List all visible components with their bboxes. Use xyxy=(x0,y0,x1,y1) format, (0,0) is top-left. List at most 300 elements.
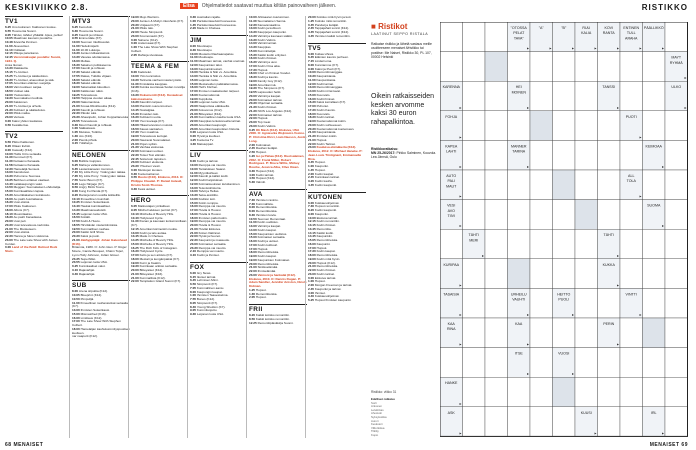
answer-cell[interactable] xyxy=(575,259,598,289)
answer-cell[interactable] xyxy=(620,229,643,259)
program-time: 21.00 xyxy=(131,271,140,276)
program-time: 19.00 xyxy=(5,92,14,97)
program-title: Ihmisen maatalouden tarpeet. xyxy=(198,89,240,93)
answer-cell[interactable] xyxy=(665,407,688,437)
clue-text: FOHJA xyxy=(445,114,458,119)
answer-cell[interactable] xyxy=(463,111,486,141)
program-time: 11.10 xyxy=(5,47,14,52)
program-title: Kodit tarinat. xyxy=(316,81,334,86)
program-title: Eläinten kaunis perheen. xyxy=(314,55,349,60)
program-time: 10.30 xyxy=(308,74,317,78)
program-title: Emmerdale (K7). xyxy=(78,36,103,41)
program-title: Kulttuuri ja säätiedotus. xyxy=(13,107,46,112)
answer-cell[interactable] xyxy=(530,229,553,259)
program-title: Mitchella of Beverly Hills. xyxy=(139,211,174,216)
answer-cell[interactable] xyxy=(485,377,508,407)
answer-cell[interactable] xyxy=(620,318,643,348)
program-title: Kaksi ja puoli. xyxy=(80,234,100,238)
answer-cell[interactable] xyxy=(665,200,688,230)
program-time: 1.00 xyxy=(72,126,79,131)
program-title: Vauvaa odottamassa. xyxy=(80,55,111,59)
answer-cell[interactable] xyxy=(508,52,531,82)
program-title: Pieniä pihviä. xyxy=(78,137,98,142)
program-title: Hollywood Cycle. xyxy=(139,249,164,254)
program-time: 15.30 xyxy=(249,52,258,57)
program-time: 16.00 xyxy=(190,85,199,90)
answer-cell[interactable] xyxy=(530,318,553,348)
program-time: 19.25 xyxy=(72,92,81,97)
channel-header: NELONEN xyxy=(72,150,130,159)
program-time: 20.00 xyxy=(249,261,258,266)
answer-cell[interactable] xyxy=(620,377,643,407)
answer-cell[interactable] xyxy=(643,377,666,407)
answer-cell[interactable] xyxy=(665,111,688,141)
clue-arrow-icon: ▸ xyxy=(639,45,642,51)
answer-cell[interactable] xyxy=(575,81,598,111)
answer-cell[interactable] xyxy=(485,407,508,437)
answer-cell[interactable] xyxy=(665,229,688,259)
program-time: 13.45 xyxy=(308,226,317,231)
program-time: 14.30 xyxy=(5,66,14,71)
program-time: 10.50 xyxy=(72,296,81,301)
answer-cell[interactable] xyxy=(575,170,598,200)
answer-cell[interactable] xyxy=(620,348,643,378)
answer-cell[interactable] xyxy=(620,52,643,82)
answer-cell[interactable] xyxy=(440,348,463,378)
program-title: Kodin tarinat. xyxy=(316,115,335,120)
program-title: Jäähyppääjä: Johan Gateshead (K16). xyxy=(72,237,127,246)
program-time: 8.50 xyxy=(72,185,79,190)
program-title: Kodit ihmiset. xyxy=(316,96,336,101)
program-title: Leijonan luola USA. xyxy=(80,260,108,265)
answer-cell[interactable] xyxy=(620,259,643,289)
answer-cell[interactable] xyxy=(530,111,553,141)
answer-cell[interactable] xyxy=(553,318,576,348)
program-title: Dokumentit (K12). Kuvaukset kaksiosaisena. xyxy=(131,92,183,101)
program-title: Young Sheldon (K7). xyxy=(196,304,226,309)
answer-cell[interactable] xyxy=(553,52,576,82)
answer-cell[interactable] xyxy=(463,407,486,437)
program-title: Kauppias. xyxy=(257,45,272,49)
answer-cell[interactable] xyxy=(575,229,598,259)
program-time: 10.00 xyxy=(249,16,258,19)
program-time: 16.00 xyxy=(249,56,258,61)
program-time: 13.30 xyxy=(131,100,140,105)
program-time: 11.00 xyxy=(190,170,199,175)
program-title: Ihmeiden talo. xyxy=(139,111,160,116)
program-title: Muumilaakso. xyxy=(13,211,33,216)
answer-cell[interactable] xyxy=(665,140,688,170)
program-time: 8.00 xyxy=(308,62,315,67)
answer-cell[interactable] xyxy=(575,318,598,348)
program-title: Remonttireiska. xyxy=(316,264,339,269)
program-title: Valmiit ja uusi. xyxy=(257,60,278,64)
answer-cell[interactable] xyxy=(553,407,576,437)
answer-cell[interactable] xyxy=(643,52,666,82)
answer-cell[interactable] xyxy=(598,170,621,200)
crossword-grid[interactable] xyxy=(440,22,690,440)
previous-answers xyxy=(371,398,433,438)
answer-cell[interactable] xyxy=(463,140,486,170)
answer-cell[interactable] xyxy=(643,318,666,348)
answer-cell[interactable] xyxy=(530,140,553,170)
program-time: 6.45 xyxy=(72,166,79,171)
program-time: 2.50 xyxy=(249,150,256,154)
program-title: Huvila & Huussi. xyxy=(198,211,222,216)
answer-cell[interactable] xyxy=(643,229,666,259)
program-title: Hollywood Cycle. xyxy=(139,215,164,220)
clue-arrow-icon: ▸ xyxy=(572,312,575,317)
answer-cell[interactable] xyxy=(575,377,598,407)
program-title: Kotimaan uutiset. xyxy=(139,149,164,153)
answer-cell[interactable] xyxy=(643,288,666,318)
program-time: 12.25 xyxy=(249,320,258,325)
answer-cell[interactable] xyxy=(463,170,486,200)
program-title: Au pairit Kanadassa. xyxy=(13,215,43,220)
answer-cell[interactable] xyxy=(643,111,666,141)
answer-cell[interactable] xyxy=(485,288,508,318)
answer-cell[interactable] xyxy=(553,81,576,111)
program-time: 22.00 xyxy=(249,116,258,121)
answers-list xyxy=(371,402,433,438)
column-divider xyxy=(246,16,247,438)
answer-cell[interactable] xyxy=(485,259,508,289)
answer-cell[interactable] xyxy=(440,52,463,82)
program-time: 14.00 xyxy=(190,196,199,201)
program-title: Tantaluksen Saaret. xyxy=(198,166,226,171)
program-time: 6.00 xyxy=(190,270,197,275)
answer-cell[interactable] xyxy=(508,229,531,259)
program-time: 21.00 xyxy=(308,264,317,269)
answer-cell[interactable] xyxy=(598,140,621,170)
answers-title: Edellisen ratkaisu xyxy=(371,397,395,401)
program-title: Hupsut. xyxy=(316,137,328,142)
program-time: 21.00 xyxy=(308,137,317,142)
channel-header: TV2 xyxy=(5,131,63,140)
answer-cell[interactable] xyxy=(598,377,621,407)
program-time: 2.05 xyxy=(249,295,256,300)
program-title: Kodin ihmiset. xyxy=(257,56,278,61)
answer-cell[interactable] xyxy=(463,22,486,52)
program-time: 14.00 xyxy=(131,104,140,108)
answer-cell[interactable] xyxy=(508,111,531,141)
program-title: Kuninkaallisten lapsia. xyxy=(13,189,45,193)
program-title: Mismatched (K16). xyxy=(80,311,107,316)
program-time: 5.30 xyxy=(249,180,256,184)
program-title: Pariskuntaselvät huoneessa. xyxy=(196,18,237,23)
answer-cell[interactable] xyxy=(463,288,486,318)
program-title: Remonttireiska. xyxy=(255,291,278,296)
program-time: 17.55 xyxy=(72,73,81,78)
clue-arrow-icon: ▸ xyxy=(617,282,620,288)
clue-text: HEI xyxy=(515,85,522,90)
program-title: Muuttoapu. xyxy=(196,44,213,48)
answer-cell[interactable] xyxy=(463,259,486,289)
answer-cell[interactable] xyxy=(485,111,508,141)
program-title: Hanna ja hänen siskonsa. xyxy=(13,234,50,238)
program-time: 8.00 xyxy=(249,205,256,210)
answer-cell[interactable] xyxy=(553,200,576,230)
program-time: 10.35 xyxy=(72,200,81,205)
program-time: 19.00 xyxy=(190,96,199,101)
answer-cell[interactable] xyxy=(485,348,508,378)
channel-header: AVA xyxy=(249,189,307,198)
program-title: Hupsut. xyxy=(255,150,267,154)
answer-cell[interactable] xyxy=(665,259,688,289)
answer-cell[interactable] xyxy=(620,200,643,230)
program-item xyxy=(249,274,307,289)
program-item xyxy=(249,129,307,144)
answer-cell[interactable] xyxy=(620,140,643,170)
answer-cell[interactable] xyxy=(665,377,688,407)
answer-cell[interactable] xyxy=(620,407,643,437)
answer-cell[interactable] xyxy=(553,229,576,259)
program-title: Rajavarlijat. xyxy=(78,267,96,272)
answer-cell[interactable] xyxy=(485,318,508,348)
program-title: Pianistin suurenmoinen. xyxy=(139,104,173,108)
program-time: 6.00 xyxy=(308,200,315,205)
clue-arrow-icon: ▸ xyxy=(459,400,462,406)
clue-text: PUOLI xyxy=(558,297,570,302)
answer-cell[interactable] xyxy=(485,200,508,230)
answer-cell[interactable] xyxy=(530,288,553,318)
answer-cell[interactable] xyxy=(463,318,486,348)
clue-arrow-icon: ▸ xyxy=(617,252,620,258)
program-time: 2.00 xyxy=(72,137,79,142)
clue-arrow-icon: ▸ xyxy=(639,312,642,317)
program-title: Kodit mirrat tavat. xyxy=(316,89,341,93)
clue-arrow-icon: ▸ xyxy=(527,164,530,169)
program-time: 23.00 xyxy=(190,126,199,131)
program-title: Mestareiden paikkailemassa. xyxy=(198,81,239,86)
answer-cell[interactable] xyxy=(440,22,463,52)
program-time: 19.00 xyxy=(249,78,258,83)
program-time: 3.45 xyxy=(308,30,315,34)
program-title: Ylös kunnioitus. xyxy=(139,74,162,78)
answer-cell[interactable] xyxy=(598,200,621,230)
answer-cell[interactable] xyxy=(643,170,666,200)
program-time: 23.35 xyxy=(72,256,81,261)
program-title: Kaksi yhden kaulassa. xyxy=(11,118,43,123)
program-title: Yölähetys. xyxy=(78,141,94,146)
channel-header: JIM xyxy=(190,35,248,44)
program-time: 15.00 xyxy=(131,241,140,246)
answer-cell[interactable] xyxy=(440,229,463,259)
program-time: 15.00 xyxy=(249,231,258,236)
answer-cell[interactable] xyxy=(665,288,688,318)
program-time: 6.55 xyxy=(5,28,12,33)
clue-text: TÄHTI xyxy=(468,233,479,238)
answer-cell[interactable] xyxy=(508,200,531,230)
program-time: 17.30 xyxy=(308,107,317,112)
answer-cell[interactable] xyxy=(485,81,508,111)
program-time: 20.00 xyxy=(5,219,14,223)
program-title: Kotimaiset tarinat. xyxy=(257,112,283,117)
program-time: 1.00 xyxy=(190,18,197,23)
program-title: Kodin tarinat. xyxy=(316,271,335,276)
program-title: Leijonan luola. xyxy=(198,77,219,82)
answer-cell[interactable] xyxy=(485,140,508,170)
clue-text: VINTTI xyxy=(625,292,637,297)
program-time: 22.00 xyxy=(308,141,317,146)
program-title: Ihmisten kotiin. xyxy=(316,134,338,138)
answer-cell[interactable] xyxy=(530,52,553,82)
program-time: 13.00 xyxy=(249,26,258,31)
clue-text: KURIPAA xyxy=(443,262,460,267)
program-item xyxy=(131,54,189,58)
program-time: 11.30 xyxy=(131,81,140,86)
program-title: Ihanan ja kaunaan korkeimmillaan (K7). xyxy=(131,219,187,227)
answer-cell[interactable] xyxy=(575,200,598,230)
program-title: Kesäkiertue. xyxy=(11,122,30,127)
answer-cell[interactable] xyxy=(575,288,598,318)
program-time: 19.00 xyxy=(249,254,258,258)
answer-cell[interactable] xyxy=(643,81,666,111)
answer-cell[interactable] xyxy=(530,348,553,378)
answer-cell[interactable] xyxy=(575,140,598,170)
program-title: Leijonan luola USA. xyxy=(196,312,225,316)
program-time: 14.30 xyxy=(72,55,81,59)
program-time: 14.00 xyxy=(190,74,199,78)
answer-cell[interactable] xyxy=(485,22,508,52)
program-title: Britannia, 1980. O: John Glen. P: Roger Moore, Carole Bouquet, Chaim Topol, Lynn-Holly Johnson, Julian Glover. xyxy=(72,245,127,257)
answer-word: Sorti xyxy=(371,400,377,405)
program-title: Kaupunkien Kotimaiset. xyxy=(257,257,291,262)
answer-cell[interactable] xyxy=(530,81,553,111)
clue-text: PERIN xyxy=(603,322,615,326)
program-time: 21.00 xyxy=(72,103,81,108)
clue-arrow-icon: ▸ xyxy=(662,45,665,51)
answer-cell[interactable] xyxy=(598,288,621,318)
program-item xyxy=(72,335,130,339)
answer-cell[interactable] xyxy=(463,52,486,82)
program-title: Uusi elämä. xyxy=(13,230,30,235)
program-time: 23.55 xyxy=(72,260,81,265)
answer-cell[interactable] xyxy=(508,170,531,200)
program-item xyxy=(308,184,366,188)
program-time: 17.00 xyxy=(72,66,81,71)
program-title: Kesä uutiset. xyxy=(137,186,156,191)
answer-cell[interactable] xyxy=(463,81,486,111)
answer-cell[interactable] xyxy=(485,229,508,259)
program-title: Leijonan luola USA. xyxy=(198,100,226,105)
program-time: 18.00 xyxy=(72,326,81,331)
clue-text: KUUSI xyxy=(580,410,592,415)
program-time: 9.00 xyxy=(308,211,315,216)
answer-cell[interactable] xyxy=(575,111,598,141)
program-title: Anderssaat (K7). xyxy=(137,41,162,46)
program-time: 22.00 xyxy=(131,30,140,34)
answer-cell[interactable] xyxy=(553,170,576,200)
answer-cell[interactable] xyxy=(530,200,553,230)
answer-cell[interactable] xyxy=(553,140,576,170)
program-time: 16.50 xyxy=(72,215,81,220)
program-title: Sinkkuelämää. xyxy=(257,265,278,270)
program-time: 10.00 xyxy=(308,70,317,75)
program-title: Iso ja Pahaa (K12). Ruotsalainen, 2002. O: Frank Miller, Robert Rodriguez. P: Bruce Willis, Mickey Rourke, Jessica Alba, Clive Owen. xyxy=(249,153,305,169)
program-title: Kodin ja tarinat. xyxy=(196,159,219,164)
program-time: 23.00 xyxy=(308,145,317,150)
answer-cell[interactable] xyxy=(485,52,508,82)
answer-cell[interactable] xyxy=(643,259,666,289)
answer-cell[interactable] xyxy=(508,377,531,407)
answer-cell[interactable] xyxy=(620,81,643,111)
program-time: 13.00 xyxy=(190,70,199,75)
answer-cell[interactable] xyxy=(463,200,486,230)
answer-cell[interactable] xyxy=(553,377,576,407)
program-title: Televisiohistoria. xyxy=(198,185,222,190)
program-time: 20.00 xyxy=(249,97,258,102)
answer-cell[interactable] xyxy=(530,377,553,407)
program-title: Hyvät ja kuolleet. xyxy=(196,134,221,138)
program-time: 9.30 xyxy=(190,47,197,52)
program-title: Kodin suhteeseen. xyxy=(316,122,343,127)
program-title: Kotisko mitä remonttiin. xyxy=(314,18,348,23)
answer-cell[interactable] xyxy=(530,407,553,437)
program-time: 19.00 xyxy=(131,16,140,19)
program-title: Huvila & Huussi. xyxy=(198,208,222,212)
program-time: 14.45 xyxy=(131,107,140,112)
program-title: Uusi elämä. xyxy=(13,200,30,205)
program-title: Blueprint (K12). xyxy=(80,293,103,297)
answer-cell[interactable] xyxy=(665,22,688,52)
answer-cell[interactable] xyxy=(508,407,531,437)
answer-cell[interactable] xyxy=(530,170,553,200)
answer-cell[interactable] xyxy=(508,259,531,289)
program-title: Kuolemattomat. xyxy=(137,171,160,176)
answer-cell[interactable] xyxy=(598,111,621,141)
clue-text: KAA xyxy=(447,322,455,326)
program-time: 16.30 xyxy=(308,100,317,105)
program-title: Kotimaisuuksien kuluttaminen. xyxy=(198,181,241,186)
answer-cell[interactable] xyxy=(575,52,598,82)
program-time: 9.25 xyxy=(72,32,79,37)
program-title: Puhunut. xyxy=(316,104,329,108)
answer-cell[interactable] xyxy=(665,318,688,348)
answer-cell[interactable] xyxy=(463,377,486,407)
clue-arrow-icon: ▸ xyxy=(527,45,530,51)
program-time: 13.30 xyxy=(72,51,81,56)
program-title: Ihmiselämää. xyxy=(257,269,277,273)
program-time: 8.00 xyxy=(72,289,79,294)
program-title: Morgan Freeman ja tarinat. xyxy=(314,283,353,287)
program-title: The Late Show With Stephen Colbert. xyxy=(72,319,121,327)
program-title: Valmiit tarinat. xyxy=(257,41,277,46)
program-title: Kaksi kerrallaan (K7). xyxy=(316,100,347,105)
answer-cell[interactable] xyxy=(575,348,598,378)
answer-cell[interactable] xyxy=(665,170,688,200)
clue-arrow-icon: ▸ xyxy=(527,312,530,317)
program-title: Hupsut. xyxy=(314,160,326,165)
program-title: Myyntikohteet. xyxy=(198,170,219,175)
answer-cell[interactable] xyxy=(643,348,666,378)
answer-cell[interactable] xyxy=(463,348,486,378)
crossword-subtitle: LAATINUT SEPPO RISTALA xyxy=(371,32,429,36)
program-time: 0.00 xyxy=(190,130,197,135)
program-time: 16.00 xyxy=(308,241,317,246)
program-title: Kaupunkiin. xyxy=(316,234,333,239)
program-title: Vanhaa elokuvaa. xyxy=(139,145,165,150)
answer-cell[interactable] xyxy=(665,348,688,378)
answer-cell[interactable] xyxy=(485,170,508,200)
answer-cell[interactable] xyxy=(598,348,621,378)
answer-cell[interactable] xyxy=(598,52,621,82)
answer-cell[interactable] xyxy=(553,111,576,141)
answer-cell[interactable] xyxy=(598,407,621,437)
answer-cell[interactable] xyxy=(530,259,553,289)
answer-cell[interactable] xyxy=(553,259,576,289)
program-title: Huvila & Huussi. xyxy=(198,223,222,227)
